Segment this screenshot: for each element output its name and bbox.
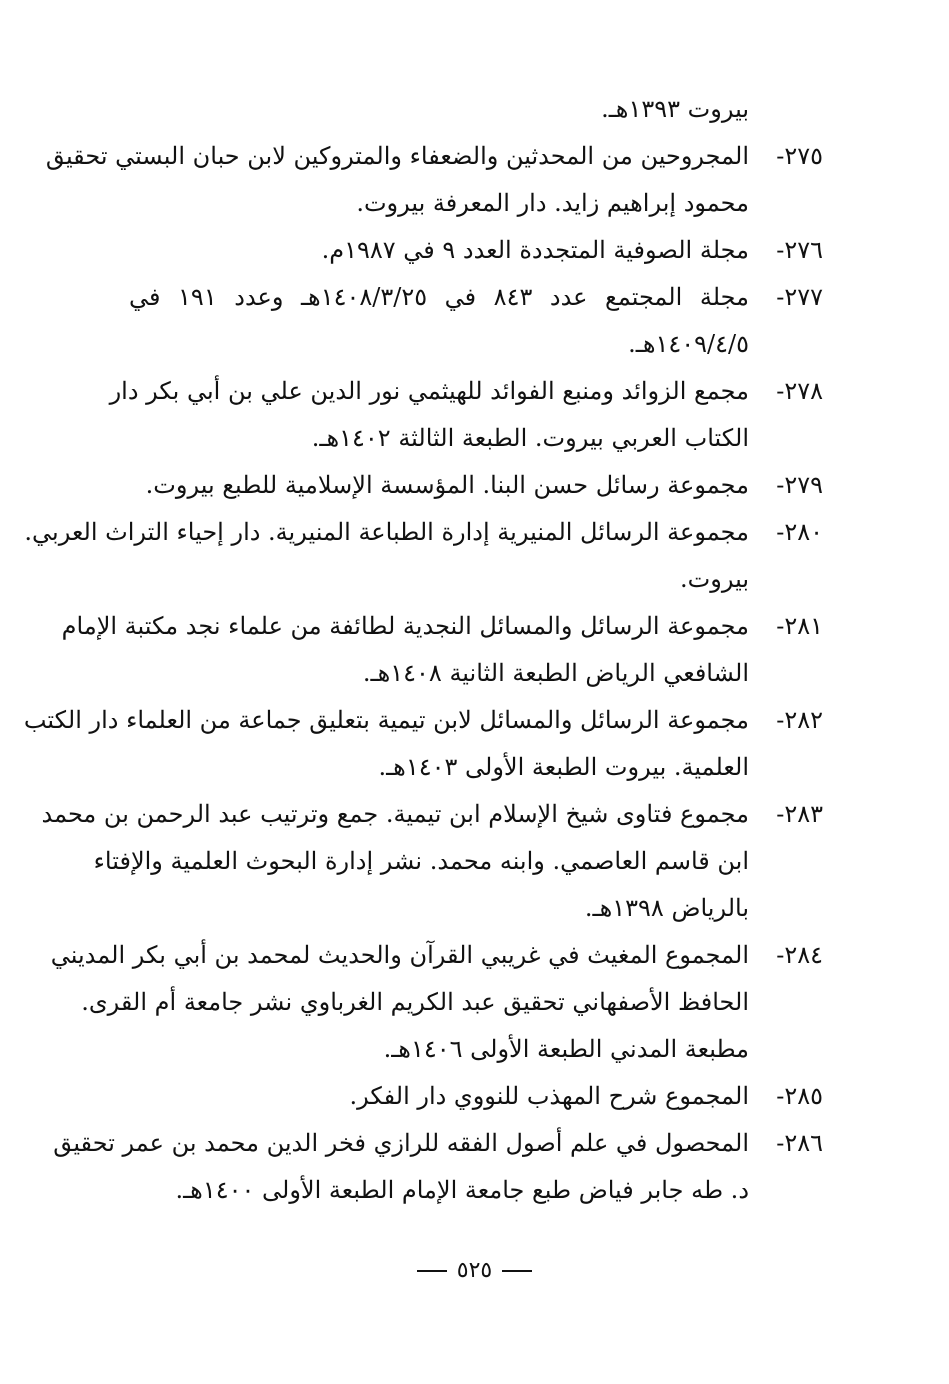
entry-text: محمود إبراهيم زايد. دار المعرفة بيروت. [356, 189, 749, 217]
entry-text: الشافعي الرياض الطبعة الثانية ١٤٠٨هـ. [362, 659, 749, 687]
entry-text: مجموعة رسائل حسن البنا. المؤسسة الإسلامية للطبع بيروت. [145, 471, 749, 499]
entry-number: ٢٧٥- [776, 142, 823, 170]
entry-line [23, 697, 823, 744]
entry-line [24, 509, 823, 556]
entry-line [61, 603, 823, 650]
entry-line [123, 1026, 823, 1073]
entry-text: المجموع شرح المهذب للنووي دار الفكر. [349, 1082, 749, 1110]
entry-line [123, 556, 823, 603]
entry-line [123, 650, 823, 697]
entry-number: ٢٧٦- [776, 236, 823, 264]
entry-line [123, 462, 823, 509]
page-number-footer [0, 1258, 949, 1283]
entry-line [123, 1073, 823, 1120]
entry-number: ٢٨٢- [776, 706, 823, 734]
entry-text: مجموعة الرسائل والمسائل النجدية لطائفة من علماء نجد مكتبة الإمام [61, 612, 749, 640]
entry-line [53, 1120, 823, 1167]
entry-line [123, 885, 823, 932]
entry-line [50, 932, 823, 979]
entry-text: المجموع المغيث في غريبي القرآن والحديث لمحمد بن أبي بكر المديني [50, 941, 749, 969]
entry-number: ٢٧٨- [776, 377, 823, 405]
entry-line [123, 1167, 823, 1214]
entry-text: د. طه جابر فياض طبع جامعة الإمام الطبعة الأولى ١٤٠٠هـ. [175, 1176, 749, 1204]
entry-line [41, 791, 823, 838]
entry-text: الكتاب العربي بيروت. الطبعة الثالثة ١٤٠٢هـ. [311, 424, 749, 452]
entry-number: ٢٨٣- [776, 800, 823, 828]
entry-text: مجمع الزوائد ومنبع الفوائد للهيثمي نور الدين علي بن أبي بكر دار [109, 377, 749, 405]
entry-number: ٢٧٩- [776, 471, 823, 499]
entry-line [123, 180, 823, 227]
entry-text: المحصول في علم أصول الفقه للرازي فخر الدين محمد بن عمر تحقيق [53, 1129, 749, 1157]
entry-number: ٢٨٠- [776, 518, 823, 546]
entry-line [93, 838, 823, 885]
entry-text: مجلة الصوفية المتجددة العدد ٩ في ١٩٨٧م. [321, 236, 749, 264]
entry-text: الحافظ الأصفهاني تحقيق عبد الكريم الغرباوي نشر جامعة أم القرى. [81, 988, 749, 1016]
entry-line [109, 368, 823, 415]
entry-line [123, 321, 823, 368]
continuation-text: بيروت ١٣٩٣هـ. [601, 95, 749, 123]
entry-text: مجموعة الرسائل المنيرية إدارة الطباعة المنيرية. دار إحياء التراث العربي. [24, 518, 749, 546]
entry-text: بالرياض ١٣٩٨هـ. [584, 894, 749, 922]
entry-line [123, 415, 823, 462]
entry-number: ٢٨١- [776, 612, 823, 640]
entry-line [123, 274, 823, 321]
entry-text: العلمية. بيروت الطبعة الأولى ١٤٠٣هـ. [378, 753, 749, 781]
footer-dash-right [417, 1270, 447, 1272]
entry-number: ٢٨٤- [776, 941, 823, 969]
entry-text: مجلة المجتمع عدد ٨٤٣ في ١٤٠٨/٣/٢٥هـ وعدد ١٩١ في [129, 283, 749, 311]
entry-text: مطبعة المدني الطبعة الأولى ١٤٠٦هـ. [383, 1035, 749, 1063]
entry-text: المجروحين من المحدثين والضعفاء والمتروكين لابن حبان البستي تحقيق [45, 142, 749, 170]
footer-dash-left [502, 1270, 532, 1272]
entry-number: ٢٨٥- [776, 1082, 823, 1110]
entry-number: ٢٧٧- [776, 283, 823, 311]
page-number: ٥٢٥ [456, 1258, 493, 1283]
entry-number: ٢٨٦- [776, 1129, 823, 1157]
entry-text: ١٤٠٩/٤/٥هـ. [628, 330, 749, 358]
entry-text: مجموعة الرسائل والمسائل لابن تيمية بتعليق جماعة من العلماء دار الكتب [23, 706, 749, 734]
entry-line [45, 133, 823, 180]
entry-line [81, 979, 823, 1026]
entry-text: ابن قاسم العاصمي. وابنه محمد. نشر إدارة البحوث العلمية والإفتاء [93, 847, 749, 875]
entry-text: مجموع فتاوى شيخ الإسلام ابن تيمية. جمع وترتيب عبد الرحمن بن محمد [41, 800, 749, 828]
continuation-line [123, 86, 823, 133]
bibliography-list [23, 86, 823, 1214]
entry-text: بيروت. [680, 565, 749, 593]
entry-line [123, 227, 823, 274]
entry-line [123, 744, 823, 791]
